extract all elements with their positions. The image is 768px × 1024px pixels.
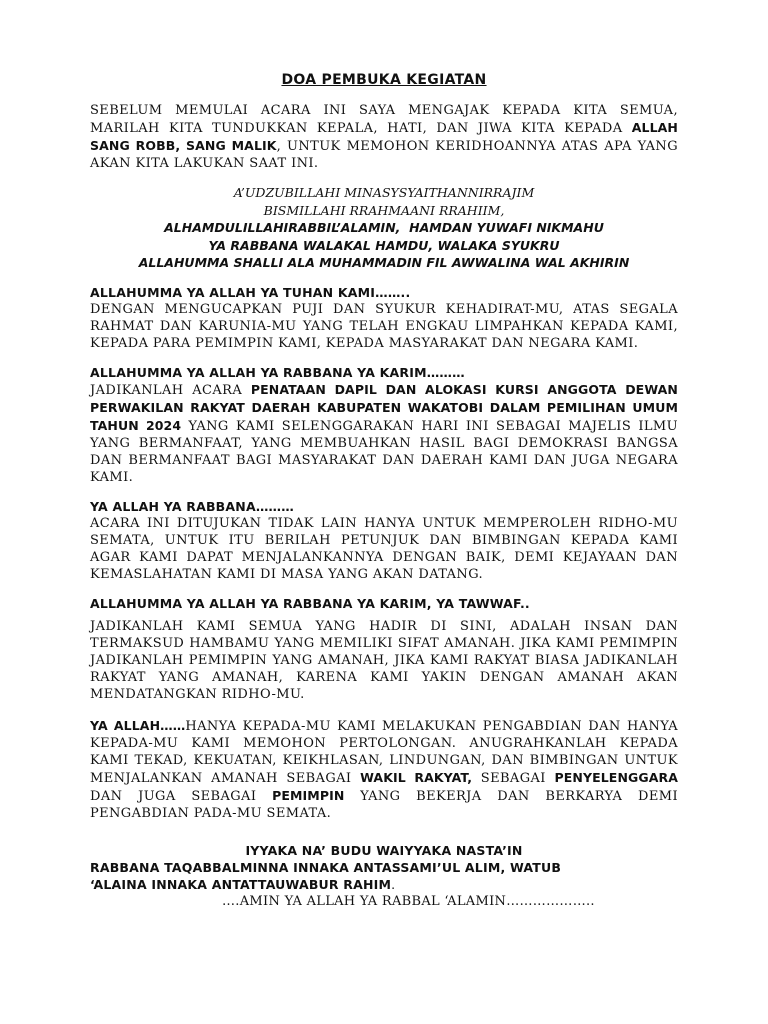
section-heading: ALLAHUMMA YA ALLAH YA TUHAN KAMI…….. <box>90 284 411 300</box>
closing-line <box>90 876 678 893</box>
amin-line: ….AMIN YA ALLAH YA RABBAL ‘ALAMIN……………….. <box>222 893 595 909</box>
section-text-part: SEBAGAI <box>472 770 555 786</box>
section-text-part: YANG BEKERJA DAN BERKARYA DEMI PENGABDIAN PADA-MU SEMATA. <box>90 788 678 821</box>
prayer-line: A’UDZUBILLAHI MINASYSYAITHANNIRRAJIM <box>233 185 535 200</box>
prayer-line: BISMILLAHI RRAHMAANI RRAHIIM, <box>263 202 505 218</box>
section-text <box>90 717 678 822</box>
role-bold: WAKIL RAKYAT, <box>360 769 473 785</box>
section-text <box>90 381 678 486</box>
prayer-line: ALLAHUMMA SHALLI ALA MUHAMMADIN FIL AWWALINA WAL AKHIRIN <box>138 255 630 270</box>
prayer-section-3 <box>90 498 678 583</box>
prayer-section-2 <box>90 364 678 486</box>
section-heading: YA ALLAH YA RABBANA……… <box>90 498 294 514</box>
closing-line: RABBANA TAQABBALMINNA INNAKA ANTASSAMI’UL ALIM, WATUB <box>90 859 562 875</box>
role-bold: PENYELENGGARA <box>554 769 678 785</box>
prayer-section-4 <box>90 595 678 703</box>
section-heading: ALLAHUMMA YA ALLAH YA RABBANA YA KARIM, YA TAWWAF.. <box>90 595 530 611</box>
section-text-part: DAN JUGA SEBAGAI <box>90 788 273 804</box>
closing-line-end: . <box>391 876 396 892</box>
role-bold: PEMIMPIN <box>272 787 345 803</box>
section-text-part: JADIKANLAH ACARA <box>90 382 251 398</box>
prayer-section-5 <box>90 717 678 822</box>
section-text: DENGAN MENGUCAPKAN PUJI DAN SYUKUR KEHADIRAT-MU, ATAS SEGALA RAHMAT DAN KARUNIA-MU YANG TELAH ENGKAU LIMPAHKAN KEPADA KAMI, KEPADA PARA PEMIMPIN KAMI, KEPADA MASYARAKAT DAN NEGARA KAMI. <box>90 301 678 351</box>
section-text-part: HANYA KEPADA-MU KAMI MELAKUKAN PENGABDIAN DAN HANYA KEPADA-MU KAMI MEMOHON PERTOLONGAN. ANUGRAHKANLAH KEPADA KAMI TEKAD, KEKUATAN, KEIKHLASAN, LINDUNGAN, DAN BIMBINGAN UNTUK MENJALANKAN AMANAH SEBAGAI <box>90 718 678 786</box>
closing-line: IYYAKA NA’ BUDU WAIYYAKA NASTA’IN <box>245 842 523 858</box>
document-body <box>90 72 678 910</box>
section-heading: ALLAHUMMA YA ALLAH YA RABBANA YA KARIM……… <box>90 364 465 380</box>
document-title: DOA PEMBUKA KEGIATAN <box>281 72 487 88</box>
event-name-bold: PENATAAN DAPIL DAN ALOKASI KURSI ANGGOTA DEWAN PERWAKILAN RAKYAT DAERAH KABUPATEN WAKATOBI DALAM PEMILIHAN UMUM TAHUN 2024 <box>90 381 678 433</box>
prayer-section-1 <box>90 284 678 352</box>
prayer-line: YA RABBANA WALAKAL HAMDU, WALAKA SYUKRU <box>208 237 560 253</box>
prayer-line: ALHAMDULILLAHIRABBIL’ALAMIN, HAMDAN YUWAFI NIKMAHU <box>164 220 604 235</box>
closing-line-text: ‘ALAINA INNAKA ANTATTAUWABUR RAHIM <box>90 876 392 892</box>
intro-bold-allah: ALLAH SANG ROBB, SANG MALIK <box>90 120 678 153</box>
arabic-opening-prayer <box>90 184 678 272</box>
intro-text-1: SEBELUM MEMULAI ACARA INI SAYA MENGAJAK KEPADA KITA SEMUA, MARILAH KITA TUNDUKKAN KEPALA, HATI, DAN JIWA KITA KEPADA <box>90 103 678 136</box>
intro-paragraph <box>90 102 678 172</box>
section-text-part: YANG KAMI SELENGGARAKAN HARI INI SEBAGAI MAJELIS ILMU YANG BERMANFAAT, YANG MEMBUAHKAN HASIL BAGI DEMOKRASI BANGSA DAN BERMANFAAT BAGI MASYARAKAT DAN DAERAH KAMI DAN JUGA NEGARA KAMI. <box>90 418 678 485</box>
section-text: ACARA INI DITUJUKAN TIDAK LAIN HANYA UNTUK MEMPEROLEH RIDHO-MU SEMATA, UNTUK ITU BERILAH PETUNJUK DAN BIMBINGAN KEPADA KAMI AGAR KAMI DAPAT MENJALANKANNYA DENGAN BAIK, DEMI KEJAYAAN DAN KEMASLAHATAN KAMI DI MASA YANG AKAN DATANG. <box>90 515 678 582</box>
closing-prayer <box>90 842 678 910</box>
section-lead-bold: YA ALLAH…… <box>90 717 186 733</box>
section-text: JADIKANLAH KAMI SEMUA YANG HADIR DI SINI, ADALAH INSAN DAN TERMAKSUD HAMBAMU YANG MEMILIKI SIFAT AMANAH. JIKA KAMI PEMIMPIN JADIKANLAH PEMIMPIN YANG AMANAH, JIKA KAMI RAKYAT BIASA JADIKANLAH RAKYAT YANG AMANAH, KARENA KAMI YAKIN DENGAN AMANAH AKAN MENDATANGKAN RIDHO-MU. <box>90 618 678 702</box>
intro-text-2: , UNTUK MEMOHON KERIDHOANNYA ATAS APA YANG AKAN KITA LAKUKAN SAAT INI. <box>90 139 678 171</box>
